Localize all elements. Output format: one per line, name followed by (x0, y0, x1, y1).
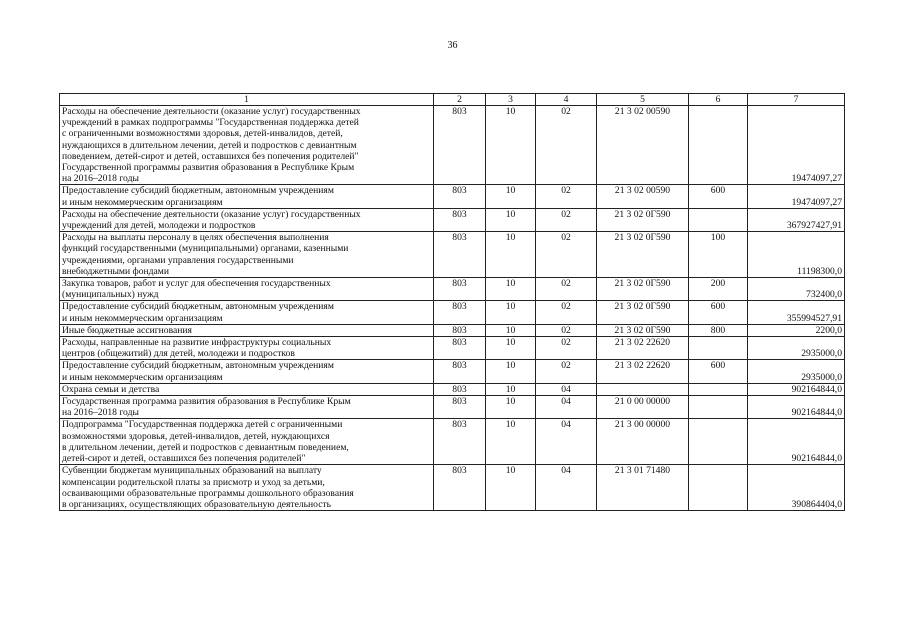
description-line: Субвенции бюджетам муниципальных образований на выплату (62, 465, 322, 477)
target-article-code: 21 3 00 00000 (597, 419, 689, 465)
description-line: центров (общежитий) для детей, молодежи и подростков (62, 348, 295, 360)
description-line: Охрана семьи и детства (62, 383, 160, 395)
table-row (60, 419, 845, 465)
column-header: 6 (689, 94, 748, 106)
column-header: 1 (60, 94, 434, 106)
expense-type-code: 600 (689, 360, 748, 383)
description-line: в длительном лечении, детей и подростков с девиантным поведением, (62, 441, 349, 453)
target-article-code: 21 3 02 22620 (597, 360, 689, 383)
amount: 367927427,91 (748, 208, 845, 231)
description-line: детей-сирот и детей, оставшихся без попечения родителей" (62, 453, 306, 465)
subsection-code: 02 (536, 278, 597, 301)
table-row (60, 208, 845, 231)
description-line: Расходы на выплаты персоналу в целях обеспечения выполнения (62, 232, 329, 244)
table-row (60, 106, 845, 185)
ministry-code: 803 (434, 208, 486, 231)
expense-type-code: 600 (689, 185, 748, 208)
row-description (60, 301, 434, 324)
table-row (60, 465, 845, 511)
expense-type-code: 600 (689, 301, 748, 324)
ministry-code: 803 (434, 185, 486, 208)
amount: 2935000,0 (748, 360, 845, 383)
subsection-code: 04 (536, 383, 597, 395)
column-header: 2 (434, 94, 486, 106)
description-line: учреждений для детей, молодежи и подростков (62, 220, 256, 232)
ministry-code: 803 (434, 337, 486, 360)
table-row (60, 337, 845, 360)
target-article-code: 21 3 02 22620 (597, 337, 689, 360)
amount: 355994527,91 (748, 301, 845, 324)
section-code: 10 (486, 396, 536, 419)
section-code: 10 (486, 232, 536, 278)
description-line: нуждающихся в длительном лечении, детей и подростков с девиантным (62, 139, 357, 151)
page-number: 36 (447, 40, 458, 51)
description-line: функций государственными (муниципальными) органами, казенными (62, 243, 349, 255)
table-row (60, 360, 845, 383)
row-description (60, 419, 434, 465)
description-line: Иные бюджетные ассигнования (62, 324, 192, 336)
row-description (60, 360, 434, 383)
amount: 390864404,0 (748, 465, 845, 511)
expense-type-code (689, 106, 748, 185)
description-line: Расходы, направленные на развитие инфраструктуры социальных (62, 337, 332, 349)
section-code: 10 (486, 301, 536, 324)
amount: 2200,0 (748, 324, 845, 336)
section-code: 10 (486, 465, 536, 511)
column-header: 3 (486, 94, 536, 106)
target-article-code: 21 3 02 00590 (597, 185, 689, 208)
section-code: 10 (486, 208, 536, 231)
description-line: поведением, детей-сирот и детей, оставшихся без попечения родителей" (62, 150, 359, 162)
row-description (60, 383, 434, 395)
row-description (60, 396, 434, 419)
subsection-code: 02 (536, 106, 597, 185)
subsection-code: 02 (536, 232, 597, 278)
ministry-code: 803 (434, 301, 486, 324)
subsection-code: 02 (536, 337, 597, 360)
section-code: 10 (486, 383, 536, 395)
description-line: в организациях, осуществляющих образовательную деятельность (62, 498, 332, 510)
amount: 902164844,0 (748, 383, 845, 395)
description-line: Подпрограмма "Государственная поддержка детей с ограниченными (62, 419, 343, 431)
description-line: Закупка товаров, работ и услуг для обеспечения государственных (62, 278, 331, 290)
description-line: Предоставление субсидий бюджетным, автономным учреждениям (62, 360, 334, 372)
column-header: 5 (597, 94, 689, 106)
amount: 902164844,0 (748, 396, 845, 419)
subsection-code: 04 (536, 419, 597, 465)
target-article-code: 21 3 02 0Г590 (597, 278, 689, 301)
amount: 19474097,27 (748, 106, 845, 185)
description-line: внебюджетными фондами (62, 265, 169, 277)
description-line: с ограниченными возможностями здоровья, детей-инвалидов, детей, (62, 128, 343, 140)
description-line: осваивающими образовательные программы дошкольного образования (62, 487, 354, 499)
subsection-code: 02 (536, 185, 597, 208)
description-line: Предоставление субсидий бюджетным, автономным учреждениям (62, 301, 334, 313)
column-header: 4 (536, 94, 597, 106)
ministry-code: 803 (434, 419, 486, 465)
target-article-code: 21 3 02 0Г590 (597, 301, 689, 324)
expense-type-code (689, 337, 748, 360)
expense-type-code (689, 396, 748, 419)
description-line: учреждениями, органами управления государственными (62, 254, 294, 266)
expense-type-code (689, 208, 748, 231)
description-line: Расходы на обеспечение деятельности (оказание услуг) государственных (62, 106, 361, 117)
section-code: 10 (486, 324, 536, 336)
description-line: на 2016–2018 годы (62, 407, 139, 419)
description-line: и иным некоммерческим организациям (62, 371, 223, 383)
ministry-code: 803 (434, 465, 486, 511)
expense-type-code (689, 419, 748, 465)
row-description (60, 208, 434, 231)
subsection-code: 02 (536, 208, 597, 231)
amount: 11198300,0 (748, 232, 845, 278)
description-line: возможностями здоровья, детей-инвалидов, детей, нуждающихся (62, 430, 330, 442)
amount: 902164844,0 (748, 419, 845, 465)
ministry-code: 803 (434, 106, 486, 185)
section-code: 10 (486, 337, 536, 360)
table-row (60, 278, 845, 301)
amount: 2935000,0 (748, 337, 845, 360)
column-header: 7 (748, 94, 845, 106)
expense-type-code: 800 (689, 324, 748, 336)
ministry-code: 803 (434, 278, 486, 301)
description-line: (муниципальных) нужд (62, 289, 159, 301)
ministry-code: 803 (434, 232, 486, 278)
target-article-code: 21 0 00 00000 (597, 396, 689, 419)
subsection-code: 02 (536, 301, 597, 324)
expense-type-code (689, 465, 748, 511)
amount: 732400,0 (748, 278, 845, 301)
expense-type-code: 100 (689, 232, 748, 278)
description-line: Государственная программа развития образования в Республике Крым (62, 396, 351, 408)
target-article-code: 21 3 02 0Г590 (597, 324, 689, 336)
section-code: 10 (486, 185, 536, 208)
table-row (60, 396, 845, 419)
row-description (60, 465, 434, 511)
row-description (60, 324, 434, 336)
row-description (60, 185, 434, 208)
amount: 19474097,27 (748, 185, 845, 208)
subsection-code: 04 (536, 396, 597, 419)
section-code: 10 (486, 360, 536, 383)
row-description (60, 106, 434, 185)
budget-table (59, 93, 845, 511)
ministry-code: 803 (434, 360, 486, 383)
row-description (60, 232, 434, 278)
ministry-code: 803 (434, 324, 486, 336)
table-header-row (60, 94, 845, 106)
section-code: 10 (486, 419, 536, 465)
ministry-code: 803 (434, 383, 486, 395)
description-line: Расходы на обеспечение деятельности (оказание услуг) государственных (62, 208, 361, 220)
section-code: 10 (486, 278, 536, 301)
description-line: на 2016–2018 годы (62, 173, 139, 185)
target-article-code: 21 3 02 00590 (597, 106, 689, 185)
subsection-code: 02 (536, 324, 597, 336)
row-description (60, 278, 434, 301)
target-article-code: 21 3 02 0Г590 (597, 208, 689, 231)
subsection-code: 02 (536, 360, 597, 383)
target-article-code: 21 3 02 0Г590 (597, 232, 689, 278)
table-row (60, 301, 845, 324)
target-article-code: 21 3 01 71480 (597, 465, 689, 511)
description-line: Предоставление субсидий бюджетным, автономным учреждениям (62, 185, 334, 197)
description-line: и иным некоммерческим организациям (62, 312, 223, 324)
table-row (60, 324, 845, 336)
ministry-code: 803 (434, 396, 486, 419)
description-line: компенсации родительской платы за присмотр и уход за детьми, (62, 476, 325, 488)
expense-type-code (689, 383, 748, 395)
table-row (60, 383, 845, 395)
subsection-code: 04 (536, 465, 597, 511)
target-article-code (597, 383, 689, 395)
row-description (60, 337, 434, 360)
description-line: учреждений в рамках подпрограммы "Государственная поддержка детей (62, 117, 359, 129)
table-row (60, 232, 845, 278)
description-line: и иным некоммерческим организациям (62, 196, 223, 208)
description-line: Государственной программы развития образования в Республике Крым (62, 162, 355, 174)
table-row (60, 185, 845, 208)
expense-type-code: 200 (689, 278, 748, 301)
section-code: 10 (486, 106, 536, 185)
